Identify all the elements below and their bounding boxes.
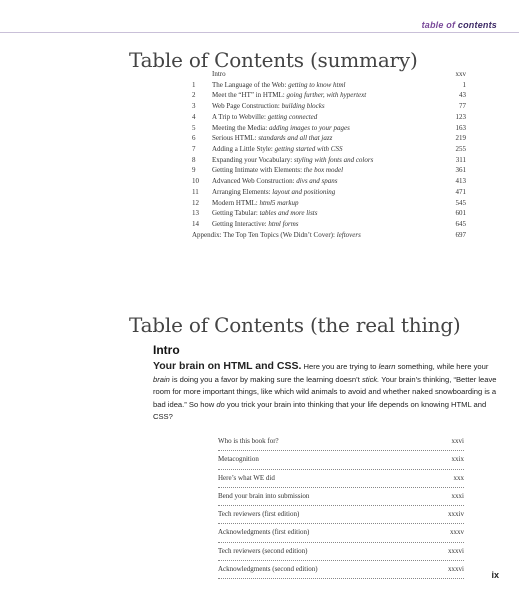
entry-number: 12 — [192, 198, 199, 207]
summary-entry[interactable] — [190, 90, 466, 101]
item-title: Acknowledgments (first edition) — [218, 528, 310, 537]
page-number: ix — [491, 570, 499, 580]
entry-page: 123 — [455, 112, 466, 121]
summary-entry[interactable] — [190, 208, 466, 219]
summary-entry[interactable] — [190, 69, 466, 80]
summary-entry[interactable] — [190, 123, 466, 134]
item-page: xxix — [451, 455, 464, 464]
entry-title: Getting Interactive: html forms — [212, 220, 299, 229]
summary-entry[interactable] — [190, 198, 466, 209]
entry-title: Serious HTML: standards and all that jazz — [212, 134, 333, 143]
entry-number: 1 — [192, 80, 196, 89]
entry-title: Meeting the Media: adding images to your pages — [212, 123, 350, 132]
item-page: xxxv — [450, 528, 464, 537]
entry-page: 1 — [462, 80, 466, 89]
summary-entry[interactable] — [190, 133, 466, 144]
entry-page: 361 — [455, 166, 466, 175]
intro-paragraph: Your brain on HTML and CSS. Here you are trying to learn something, while here your brain is doing you a favor by making sure the learning doesn’t stick. Your brain’s thinking, “Better leave room for more important things, like which wild animals to avoid and whether naked snowboarding is a bad idea.” So how do you trick your brain into thinking that your life depends on knowing HTML and CSS? — [153, 360, 497, 421]
entry-page: 219 — [455, 134, 466, 143]
intro-toc-list — [218, 435, 464, 581]
entry-page: 697 — [455, 230, 466, 239]
entry-page: 255 — [455, 145, 466, 154]
entry-number: 8 — [192, 155, 196, 164]
list-item[interactable] — [218, 526, 464, 544]
summary-entry[interactable] — [190, 219, 466, 230]
summary-toc — [190, 69, 466, 241]
entry-number: 2 — [192, 91, 196, 100]
item-title: Tech reviewers (first edition) — [218, 510, 300, 519]
summary-entry[interactable] — [190, 101, 466, 112]
entry-title: Expanding your Vocabulary: styling with fonts and colors — [212, 155, 374, 164]
item-title: Acknowledgments (second edition) — [218, 565, 318, 574]
entry-page: xxv — [455, 70, 466, 78]
list-item[interactable] — [218, 453, 464, 471]
list-item[interactable] — [218, 490, 464, 508]
item-title: Who is this book for? — [218, 437, 279, 445]
entry-title: Getting Tabular: tables and more lists — [212, 209, 318, 218]
item-page: xxxi — [451, 491, 464, 500]
header-rule — [0, 32, 519, 33]
summary-entry[interactable] — [190, 176, 466, 187]
entry-page: 471 — [455, 187, 466, 196]
summary-entry[interactable] — [190, 80, 466, 91]
item-page: xxvi — [451, 437, 464, 445]
item-title: Tech reviewers (second edition) — [218, 546, 308, 555]
entry-page: 77 — [459, 102, 466, 111]
entry-title: Intro — [212, 70, 226, 78]
entry-title: Modern HTML: html5 markup — [212, 198, 299, 207]
entry-number: 6 — [192, 134, 196, 143]
summary-entry[interactable] — [190, 230, 466, 241]
summary-title: Table of Contents (summary) — [129, 48, 418, 72]
item-title: Here’s what WE did — [218, 473, 275, 482]
entry-title: Arranging Elements: layout and positioning — [212, 187, 336, 196]
entry-title: The Language of the Web: getting to know html — [212, 80, 346, 89]
entry-number: 11 — [192, 187, 199, 196]
summary-entry[interactable] — [190, 144, 466, 155]
item-page: xxxvi — [448, 565, 464, 574]
entry-title: Web Page Construction: building blocks — [212, 102, 325, 111]
item-title: Bend your brain into submission — [218, 491, 310, 500]
entry-page: 601 — [455, 209, 466, 218]
entry-number: 7 — [192, 145, 196, 154]
list-item[interactable] — [218, 472, 464, 490]
item-page: xxxvi — [448, 546, 464, 555]
item-title: Metacognition — [218, 455, 259, 464]
entry-title: Getting Intimate with Elements: the box model — [212, 166, 344, 175]
entry-number: 10 — [192, 177, 199, 186]
entry-page: 163 — [455, 123, 466, 132]
entry-page: 43 — [459, 91, 466, 100]
list-item[interactable] — [218, 563, 464, 581]
summary-entry[interactable] — [190, 155, 466, 166]
item-page: xxxiv — [448, 510, 464, 519]
entry-page: 413 — [455, 177, 466, 186]
detail-title: Table of Contents (the real thing) — [129, 313, 461, 337]
entry-number: 9 — [192, 166, 196, 175]
entry-number: 14 — [192, 220, 199, 229]
entry-page: 545 — [455, 198, 466, 207]
entry-title: Advanced Web Construction: divs and spans — [212, 177, 338, 186]
running-head — [422, 20, 497, 30]
summary-entry[interactable] — [190, 165, 466, 176]
entry-number: 5 — [192, 123, 196, 132]
entry-page: 311 — [455, 155, 466, 164]
intro-heading: Intro — [153, 343, 180, 357]
entry-title: Adding a Little Style: getting started with CSS — [212, 145, 343, 154]
entry-title: A Trip to Webville: getting connected — [212, 112, 318, 121]
summary-entry[interactable] — [190, 187, 466, 198]
list-item[interactable] — [218, 435, 464, 453]
entry-number: 13 — [192, 209, 199, 218]
running-head-contents: contents — [457, 20, 497, 30]
list-item[interactable] — [218, 545, 464, 563]
entry-title: Appendix: The Top Ten Topics (We Didn’t Cover): leftovers — [192, 230, 361, 239]
summary-entry[interactable] — [190, 112, 466, 123]
item-page: xxx — [453, 473, 464, 482]
running-head-table: table of — [421, 20, 458, 30]
list-item[interactable] — [218, 508, 464, 526]
entry-number: 4 — [192, 112, 196, 121]
entry-page: 645 — [455, 220, 466, 229]
intro-lead: Your brain on HTML and CSS. — [153, 360, 302, 372]
entry-number: 3 — [192, 102, 196, 111]
entry-title: Meet the “HT” in HTML: going further, with hypertext — [212, 91, 367, 100]
